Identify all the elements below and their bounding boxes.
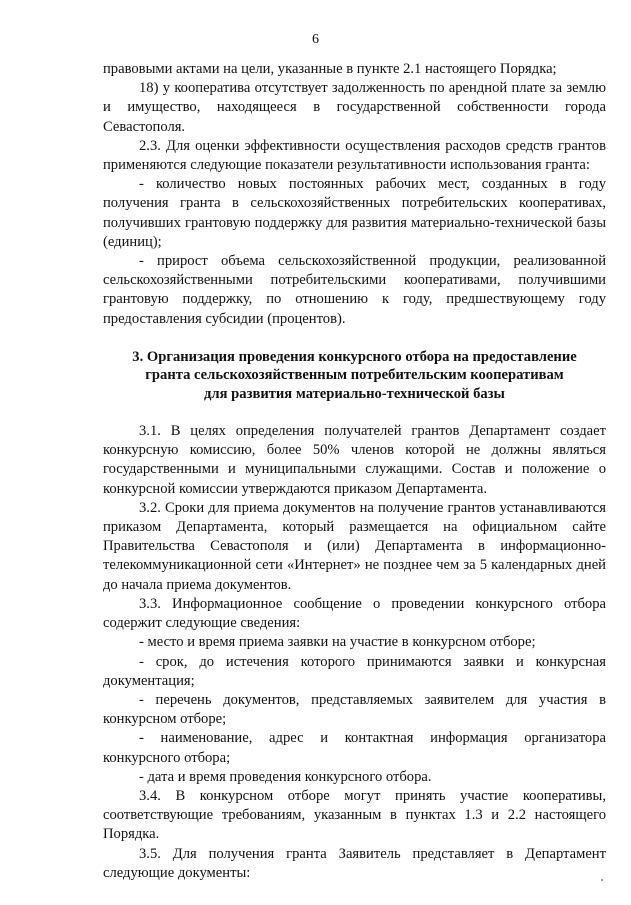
paragraph-3-4: 3.4. В конкурсном отборе могут принять участие кооперативы, соответствующие требованиям, указанным в пунктах 1.3 и 2.2 настоящего Порядка. bbox=[103, 787, 606, 843]
list-item-organizer: - наименование, адрес и контактная информация организатора конкурсного отбора; bbox=[103, 730, 606, 766]
paragraph-3-5: 3.5. Для получения гранта Заявитель представляет в Департамент следующие документы: bbox=[103, 845, 606, 881]
list-item-date-time: - дата и время проведения конкурсного отбора. bbox=[139, 768, 432, 785]
paragraph-2-3: 2.3. Для оценки эффективности осуществления расходов средств грантов применяются следующие показатели результативности использования гранта: bbox=[103, 137, 606, 174]
document-body bbox=[103, 60, 606, 883]
list-item-place-time: - место и время приема заявки на участие в конкурсном отборе; bbox=[139, 634, 536, 651]
list-item-new-jobs: - количество новых постоянных рабочих мест, созданных в году получения гранта в сельскохозяйственных потребительских кооперативах, получивших грантовую поддержку для развития материально-технической базы (единиц); bbox=[103, 176, 606, 250]
section-heading-line-2: гранта сельскохозяйственным потребительским кооперативам bbox=[145, 367, 564, 384]
list-item-production-growth: - прирост объема сельскохозяйственной продукции, реализованной сельскохозяйственными потребительскими кооперативами, получившими грантовую поддержку, по отношению к году, предшествующему году предоставления субсидии (процентов). bbox=[103, 253, 606, 327]
paragraph-3-1: 3.1. В целях определения получателей грантов Департамент создает конкурсную комиссию, более 50% членов которой не должны являться государственными и муниципальными служащими. Состав и положение о конкурсной комиссии утверждаются приказом Департамента. bbox=[103, 423, 606, 497]
section-heading-line-1: 3. Организация проведения конкурсного отбора на предоставление bbox=[132, 348, 577, 365]
section-3-heading bbox=[103, 348, 606, 403]
paragraph-item-18: 18) у кооператива отсутствует задолженность по арендной плате за землю и имущество, находящееся в государственной собственности города Севастополя. bbox=[103, 80, 606, 135]
paragraph-3-2: 3.2. Сроки для приема документов на получение грантов устанавливаются приказом Департамента, который размещается на официальном сайте Правительства Севастополя и (или) Департамента в информационно-телекоммуникационной сети «Интернет» не позднее чем за 5 календарных дней до начала приема документов. bbox=[103, 499, 606, 593]
paragraph-3-3: 3.3. Информационное сообщение о проведении конкурсного отбора содержит следующие сведения: bbox=[103, 595, 606, 632]
section-heading-line-3: для развития материально-технической базы bbox=[204, 385, 505, 402]
scan-speck bbox=[601, 879, 603, 881]
list-item-documents: - перечень документов, представляемых заявителем для участия в конкурсном отборе; bbox=[103, 691, 606, 728]
list-item-deadline: - срок, до истечения которого принимаются заявки и конкурсная документация; bbox=[103, 653, 606, 689]
paragraph-continuation: правовыми актами на цели, указанные в пункте 2.1 настоящего Порядка; bbox=[103, 61, 557, 77]
page-number: 6 bbox=[312, 32, 319, 47]
